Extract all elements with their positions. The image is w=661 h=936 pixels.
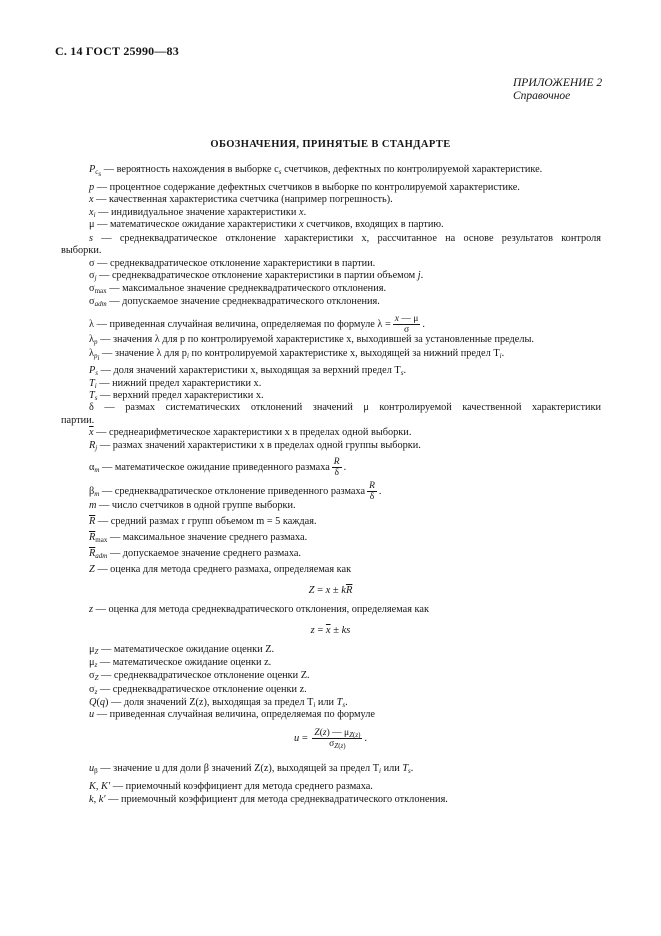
def-mu: μ — математическое ожидание характеристики x счетчиков, входящих в партию. — [89, 219, 444, 230]
def-lambdapi: $\lambda_{p_i}$ — значение λ для $p_i$ по контролируемой характеристике x, выходящей за нижний предел $T_i$. — [89, 348, 505, 362]
def-xi: $x_i$ — индивидуальное значение характеристики x. — [89, 207, 307, 219]
def-ubeta: $u_\beta$ — значение u для доли β значений Z(z), выходящей за предел $T_i$ или $T_s$. — [89, 763, 414, 775]
def-z-small: z — оценка для метода среднеквадратического отклонения, определяемая как — [89, 604, 429, 615]
def-ts: $T_s$ — верхний предел характеристики x. — [89, 390, 264, 402]
def-pcs: $P_{c_s}$ — вероятность нахождения в выборке $c_s$ счетчиков, дефектных по контролируемой характеристике. — [89, 164, 543, 178]
def-m: m — число счетчиков в одной группе выборки. — [89, 500, 296, 511]
alpha-fraction: $\frac{R}{\delta}$ — [333, 457, 340, 478]
def-muz: $\mu_z$ — математическое ожидание оценки z. — [89, 657, 272, 669]
def-kK: K, K′ — приемочный коэффициент для метода среднего размаха. — [89, 781, 373, 792]
def-xbar: $\overline{x}$ — среднеарифметическое характеристики x в пределах одной выборки. — [89, 427, 412, 438]
def-betam: $\beta_m$ — среднеквадратическое отклонение приведенного размаха $\frac{R}{\delta}$ . — [89, 481, 382, 502]
def-sigma: σ — среднеквадратическое отклонение характеристики в партии. — [89, 258, 376, 269]
page-header: С. 14 ГОСТ 25990—83 — [55, 44, 179, 58]
def-rj: $R_j$ — размах значений характеристики x в пределах одной группы выборки. — [89, 440, 421, 452]
def-ti: $T_i$ — нижний предел характеристики x. — [89, 378, 262, 390]
def-lambda: λ — приведенная случайная величина, определяемая по формуле λ = $\frac{x — \mu}{\sigma}$ . — [89, 314, 425, 335]
def-kk: k, k′ — приемочный коэффициент для метода среднеквадратического отклонения. — [89, 794, 448, 805]
def-sigmaj: $\sigma_j$ — среднеквадратическое отклонение характеристики в партии объемом j. — [89, 270, 424, 282]
def-alpham: $\alpha_m$ — математическое ожидание приведенного размаха $\frac{R}{\delta}$ . — [89, 457, 347, 478]
def-z-big: Z — оценка для метода среднего размаха, определяемая как — [89, 564, 352, 575]
def-rbar: $\overline{R}$ — средний размах r групп объемом m = 5 каждая. — [89, 516, 317, 527]
def-sigmamax: $\sigma_{max}$ — максимальное значение среднеквадратического отклонения. — [89, 283, 387, 295]
def-s-cont: выборки. — [61, 245, 102, 256]
def-muZ: $\mu_Z$ — математическое ожидание оценки Z. — [89, 644, 275, 656]
def-u: u — приведенная случайная величина, определяемая по формуле — [89, 709, 375, 720]
def-rmax: $\overline{R}_{max}$ — максимальное значение среднего размаха. — [89, 532, 308, 544]
annex-number: ПРИЛОЖЕНИЕ 2 — [513, 77, 603, 89]
def-sigmaz: $\sigma_z$ — среднеквадратическое отклонение оценки z. — [89, 684, 307, 696]
def-x: x — качественная характеристика счетчика (например погрешность). — [89, 194, 393, 205]
def-lambdap: $\lambda_p$ — значения λ для p по контролируемой характеристике x, выходившей за установленные пределы. — [89, 334, 534, 346]
formula-z-small: $z = \overline{x}$ ± ks — [310, 625, 351, 636]
section-title: ОБОЗНАЧЕНИЯ, ПРИНЯТЫЕ В СТАНДАРТЕ — [210, 139, 451, 150]
formula-z-big: $Z = x \pm k\overline{R}$ — [308, 585, 353, 596]
def-sigmaZ: $\sigma_Z$ — среднеквадратическое отклонение оценки Z. — [89, 670, 310, 682]
def-radm: $\overline{R}_{adm}$ — допускаемое значение среднего размаха. — [89, 548, 301, 560]
def-s: s — среднеквадратическое отклонение характеристики x, рассчитанное на основе результатов контроля — [89, 233, 602, 244]
def-delta: δ — размах систематических отклонений значений μ контролируемой качественной характеристики — [89, 402, 601, 413]
def-ps: $P_s$ — доля значений характеристики x, выходящая за верхний предел $T_s$. — [89, 365, 407, 377]
beta-fraction: $\frac{R}{\delta}$ — [369, 481, 375, 502]
lambda-fraction: $\frac{x — \mu}{\sigma}$ — [394, 314, 419, 335]
annex-label — [513, 77, 602, 103]
formula-u: u = $\frac{Z(z) — \mu_{Z(z)}}{\sigma_{Z(z)}}$ . — [293, 728, 368, 750]
def-sigmaadm: $\sigma_{adm}$ — допускаемое значение среднеквадратического отклонения. — [89, 296, 380, 308]
def-qq: Q(q) — доля значений Z(z), выходящая за предел $T_i$ или $T_s$. — [89, 697, 348, 709]
def-p: p — процентное содержание дефектных счетчиков в выборке по контролируемой характеристике. — [89, 182, 520, 193]
annex-type: Справочное — [513, 90, 571, 102]
def-delta-cont: партии. — [61, 415, 95, 426]
